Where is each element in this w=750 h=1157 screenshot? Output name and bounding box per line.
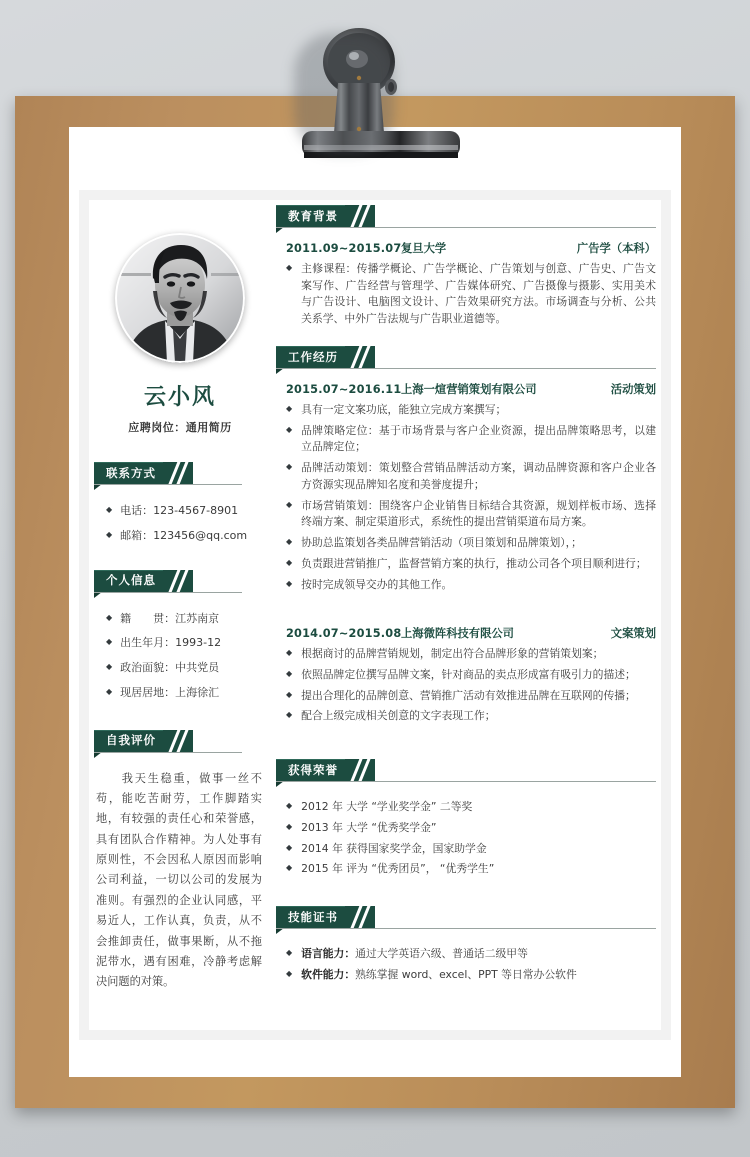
section-stripes-honors	[345, 759, 375, 781]
section-title-contact: 联系方式	[106, 465, 156, 480]
diamond-bullet-icon: ◆	[286, 710, 293, 720]
section-tab-work	[276, 346, 345, 368]
entry-bullet-text: 依照品牌定位撰写品牌文案，针对商品的卖点形成富有吸引力的描述；	[301, 668, 636, 682]
work-entry	[276, 381, 656, 593]
list-item	[276, 261, 656, 328]
section-header-work	[276, 346, 656, 368]
personal-value: 1993-12	[175, 636, 222, 650]
personal-value: 上海徐汇	[175, 685, 220, 699]
entry-header	[276, 625, 656, 641]
section-header-personal	[94, 570, 242, 592]
list-item	[106, 504, 266, 518]
entry-header	[276, 240, 656, 256]
personal-key: 籍 贯：	[120, 611, 176, 625]
section-header-self-evaluation	[94, 730, 242, 752]
diamond-bullet-icon: ◆	[286, 821, 293, 831]
section-stripes-education	[345, 205, 375, 227]
personal-value: 江苏南京	[175, 611, 220, 625]
entry-bullet-text: 配合上级完成相关创意的文字表现工作；	[301, 709, 496, 723]
list-item	[276, 799, 656, 816]
contact-key: 邮箱：	[120, 528, 154, 542]
list-item	[106, 529, 266, 543]
education-entry	[276, 240, 656, 328]
list-item	[106, 661, 266, 675]
section-tab-self-evaluation	[94, 730, 163, 752]
diamond-bullet-icon: ◆	[286, 863, 293, 873]
section-rule-personal	[94, 592, 242, 593]
section-stripes-skills	[345, 906, 375, 928]
section-rule-work	[276, 368, 656, 369]
skill-label: 软件能力：	[301, 967, 356, 981]
list-item	[106, 612, 266, 626]
honor-text: 2015 年 评为 “优秀团员”， “优秀学生”	[301, 862, 495, 876]
section-rule-honors	[276, 781, 656, 782]
list-item	[276, 535, 656, 552]
bulldog-clip	[288, 25, 474, 173]
entry-organization: 上海微阵科技有限公司	[401, 627, 514, 641]
entry-bullet-text: 按时完成领导交办的其他工作。	[301, 577, 453, 591]
section-rule-skills	[276, 928, 656, 929]
entry-date: 2015.07~2016.11	[286, 382, 402, 396]
entry-date: 2014.07~2015.08	[286, 627, 402, 641]
section-title-education: 教育背景	[288, 208, 338, 223]
honor-text: 2012 年 大学 “学业奖学金” 二等奖	[301, 800, 473, 814]
entry-role: 文案策划	[610, 627, 656, 641]
diamond-bullet-icon: ◆	[286, 648, 293, 658]
entry-bullet-text: 根据商讨的品牌营销规划，制定出符合品牌形象的营销策划案；	[301, 647, 604, 661]
section-stripes-work	[345, 346, 375, 368]
list-item	[276, 556, 656, 573]
skill-label: 语言能力：	[301, 947, 356, 961]
section-title-self-evaluation: 自我评价	[106, 733, 156, 748]
avatar	[115, 233, 245, 363]
entry-organization: 复旦大学	[401, 242, 447, 255]
section-title-personal: 个人信息	[106, 573, 156, 588]
diamond-bullet-icon: ◆	[286, 424, 293, 434]
section-title-skills: 技能证书	[288, 909, 338, 924]
diamond-bullet-icon: ◆	[286, 689, 293, 699]
personal-key: 政治面貌：	[120, 661, 176, 674]
diamond-bullet-icon: ◆	[286, 669, 293, 679]
entry-bullet-text: 具有一定文案功底，能独立完成方案撰写；	[301, 402, 507, 416]
entry-bullet-text: 负责跟进营销推广，监督营销方案的执行，推动公司各个项目顺利进行；	[301, 556, 647, 570]
entry-role: 活动策划	[610, 382, 656, 396]
work-entry	[276, 625, 656, 725]
diamond-bullet-icon: ◆	[286, 403, 293, 413]
list-item	[276, 577, 656, 594]
personal-key: 现居居地：	[120, 685, 176, 699]
job-target: 应聘岗位：通用简历	[128, 421, 232, 434]
honor-text: 2014 年 获得国家奖学金，国家助学金	[301, 841, 487, 855]
diamond-bullet-icon: ◆	[106, 637, 113, 647]
entry-bullet-text: 提出合理化的品牌创意、营销推广活动有效推进品牌在互联网的传播；	[301, 688, 636, 702]
section-tab-education	[276, 205, 345, 227]
section-title-work: 工作经历	[288, 349, 338, 364]
contact-value: 123-4567-8901	[153, 504, 239, 517]
entry-bullet-text: 品牌策略定位：基于市场背景与客户企业资源，提出品牌策略思考，以建立品牌定位；	[301, 423, 656, 454]
section-tab-personal	[94, 570, 163, 592]
contact-key: 电话：	[120, 504, 154, 517]
section-header-education	[276, 205, 656, 227]
entry-bullet-text: 市场营销策划：围绕客户企业销售目标结合其资源，规划样板市场、选择终端方案、制定渠道形式，系统性的提出营销渠道布局方案。	[301, 498, 656, 529]
section-tab-honors	[276, 759, 345, 781]
skills-list	[276, 946, 656, 983]
list-item	[276, 841, 656, 858]
list-item	[276, 861, 656, 878]
contact-list	[94, 504, 266, 543]
list-item	[106, 636, 266, 650]
entry-date: 2011.09~2015.07	[286, 242, 402, 255]
entry-role: 广告学（本科）	[576, 242, 656, 255]
section-stripes-self-evaluation	[163, 730, 193, 752]
section-header-contact	[94, 462, 242, 484]
diamond-bullet-icon: ◆	[286, 537, 293, 547]
diamond-bullet-icon: ◆	[286, 968, 293, 978]
diamond-bullet-icon: ◆	[286, 801, 293, 811]
diamond-bullet-icon: ◆	[286, 263, 293, 272]
diamond-bullet-icon: ◆	[286, 948, 293, 958]
section-stripes-personal	[163, 570, 193, 592]
section-rule-contact	[94, 484, 242, 485]
list-item	[276, 967, 656, 984]
entry-header	[276, 381, 656, 397]
list-item	[276, 667, 656, 684]
list-item	[276, 402, 656, 419]
left-column	[94, 205, 266, 993]
section-title-honors: 获得荣誉	[288, 762, 338, 777]
list-item	[276, 708, 656, 725]
section-tab-contact	[94, 462, 163, 484]
diamond-bullet-icon: ◆	[106, 505, 113, 514]
section-rule-self-evaluation	[94, 752, 242, 753]
diamond-bullet-icon: ◆	[286, 578, 293, 588]
personal-list	[94, 612, 266, 700]
entry-bullet-text: 协助总监策划各类品牌营销活动（项目策划和品牌策划），；	[301, 536, 582, 550]
personal-key: 出生年月：	[120, 636, 176, 650]
personal-value: 中共党员	[175, 661, 220, 674]
diamond-bullet-icon: ◆	[286, 557, 293, 567]
list-item	[276, 646, 656, 663]
resume-content	[94, 205, 656, 1025]
list-item	[276, 820, 656, 837]
entry-bullet-text: 品牌活动策划：策划整合营销品牌活动方案，调动品牌资源和客户企业各方资源实现品牌知名度和美誉度提升；	[301, 461, 656, 491]
honor-text: 2013 年 大学 “优秀奖学金”	[301, 820, 437, 834]
skill-value: 熟练掌握 word、excel、PPT 等日常办公软件	[355, 967, 577, 981]
portrait-photo	[115, 233, 245, 363]
diamond-bullet-icon: ◆	[106, 529, 113, 539]
entry-bullet-text: 主修课程：传播学概论、广告学概论、广告策划与创意、广告史、广告文案写作、广告经营与管理学、广告媒体研究、广告摄像与摄影、实用美术与广告设计、电脑图文设计、广告效果研究方法。市场调查与分析、公共关系学、中外广告法规与广告职业道德等。	[301, 262, 656, 326]
list-item	[106, 686, 266, 700]
diamond-bullet-icon: ◆	[286, 842, 293, 852]
list-item	[276, 460, 656, 493]
section-rule-education	[276, 227, 656, 228]
list-item	[276, 498, 656, 531]
skill-value: 通过大学英语六级、普通话二级甲等	[355, 947, 528, 961]
section-header-honors	[276, 759, 656, 781]
section-stripes-contact	[163, 462, 193, 484]
portrait-graphic	[115, 233, 245, 363]
diamond-bullet-icon: ◆	[286, 462, 293, 472]
right-column	[276, 205, 656, 988]
diamond-bullet-icon: ◆	[106, 686, 113, 696]
diamond-bullet-icon: ◆	[106, 662, 113, 671]
honors-list	[276, 799, 656, 878]
entry-organization: 上海一煊营销策划有限公司	[401, 382, 537, 396]
diamond-bullet-icon: ◆	[286, 499, 293, 509]
diamond-bullet-icon: ◆	[106, 612, 113, 622]
list-item	[276, 688, 656, 705]
section-tab-skills	[276, 906, 345, 928]
clip-shadow	[294, 33, 394, 153]
self-evaluation-body: 我天生稳重，做事一丝不苟，能吃苦耐劳，工作脚踏实地，有较强的责任心和荣誉感，具有团队合作精神。为人处事有原则性，不会因私人原因而影响公司利益，一切以公司的发展为准则。有强烈的企业认同感，平易近人，工作认真，负责，从不会推卸责任，做事果断，从不拖泥带水，遇有困难，冷静考虑解决问题的对策。	[96, 771, 262, 989]
list-item	[276, 423, 656, 456]
contact-value: 123456@qq.com	[153, 528, 248, 542]
candidate-name: 云小风	[143, 385, 216, 410]
section-header-skills	[276, 906, 656, 928]
list-item	[276, 946, 656, 963]
